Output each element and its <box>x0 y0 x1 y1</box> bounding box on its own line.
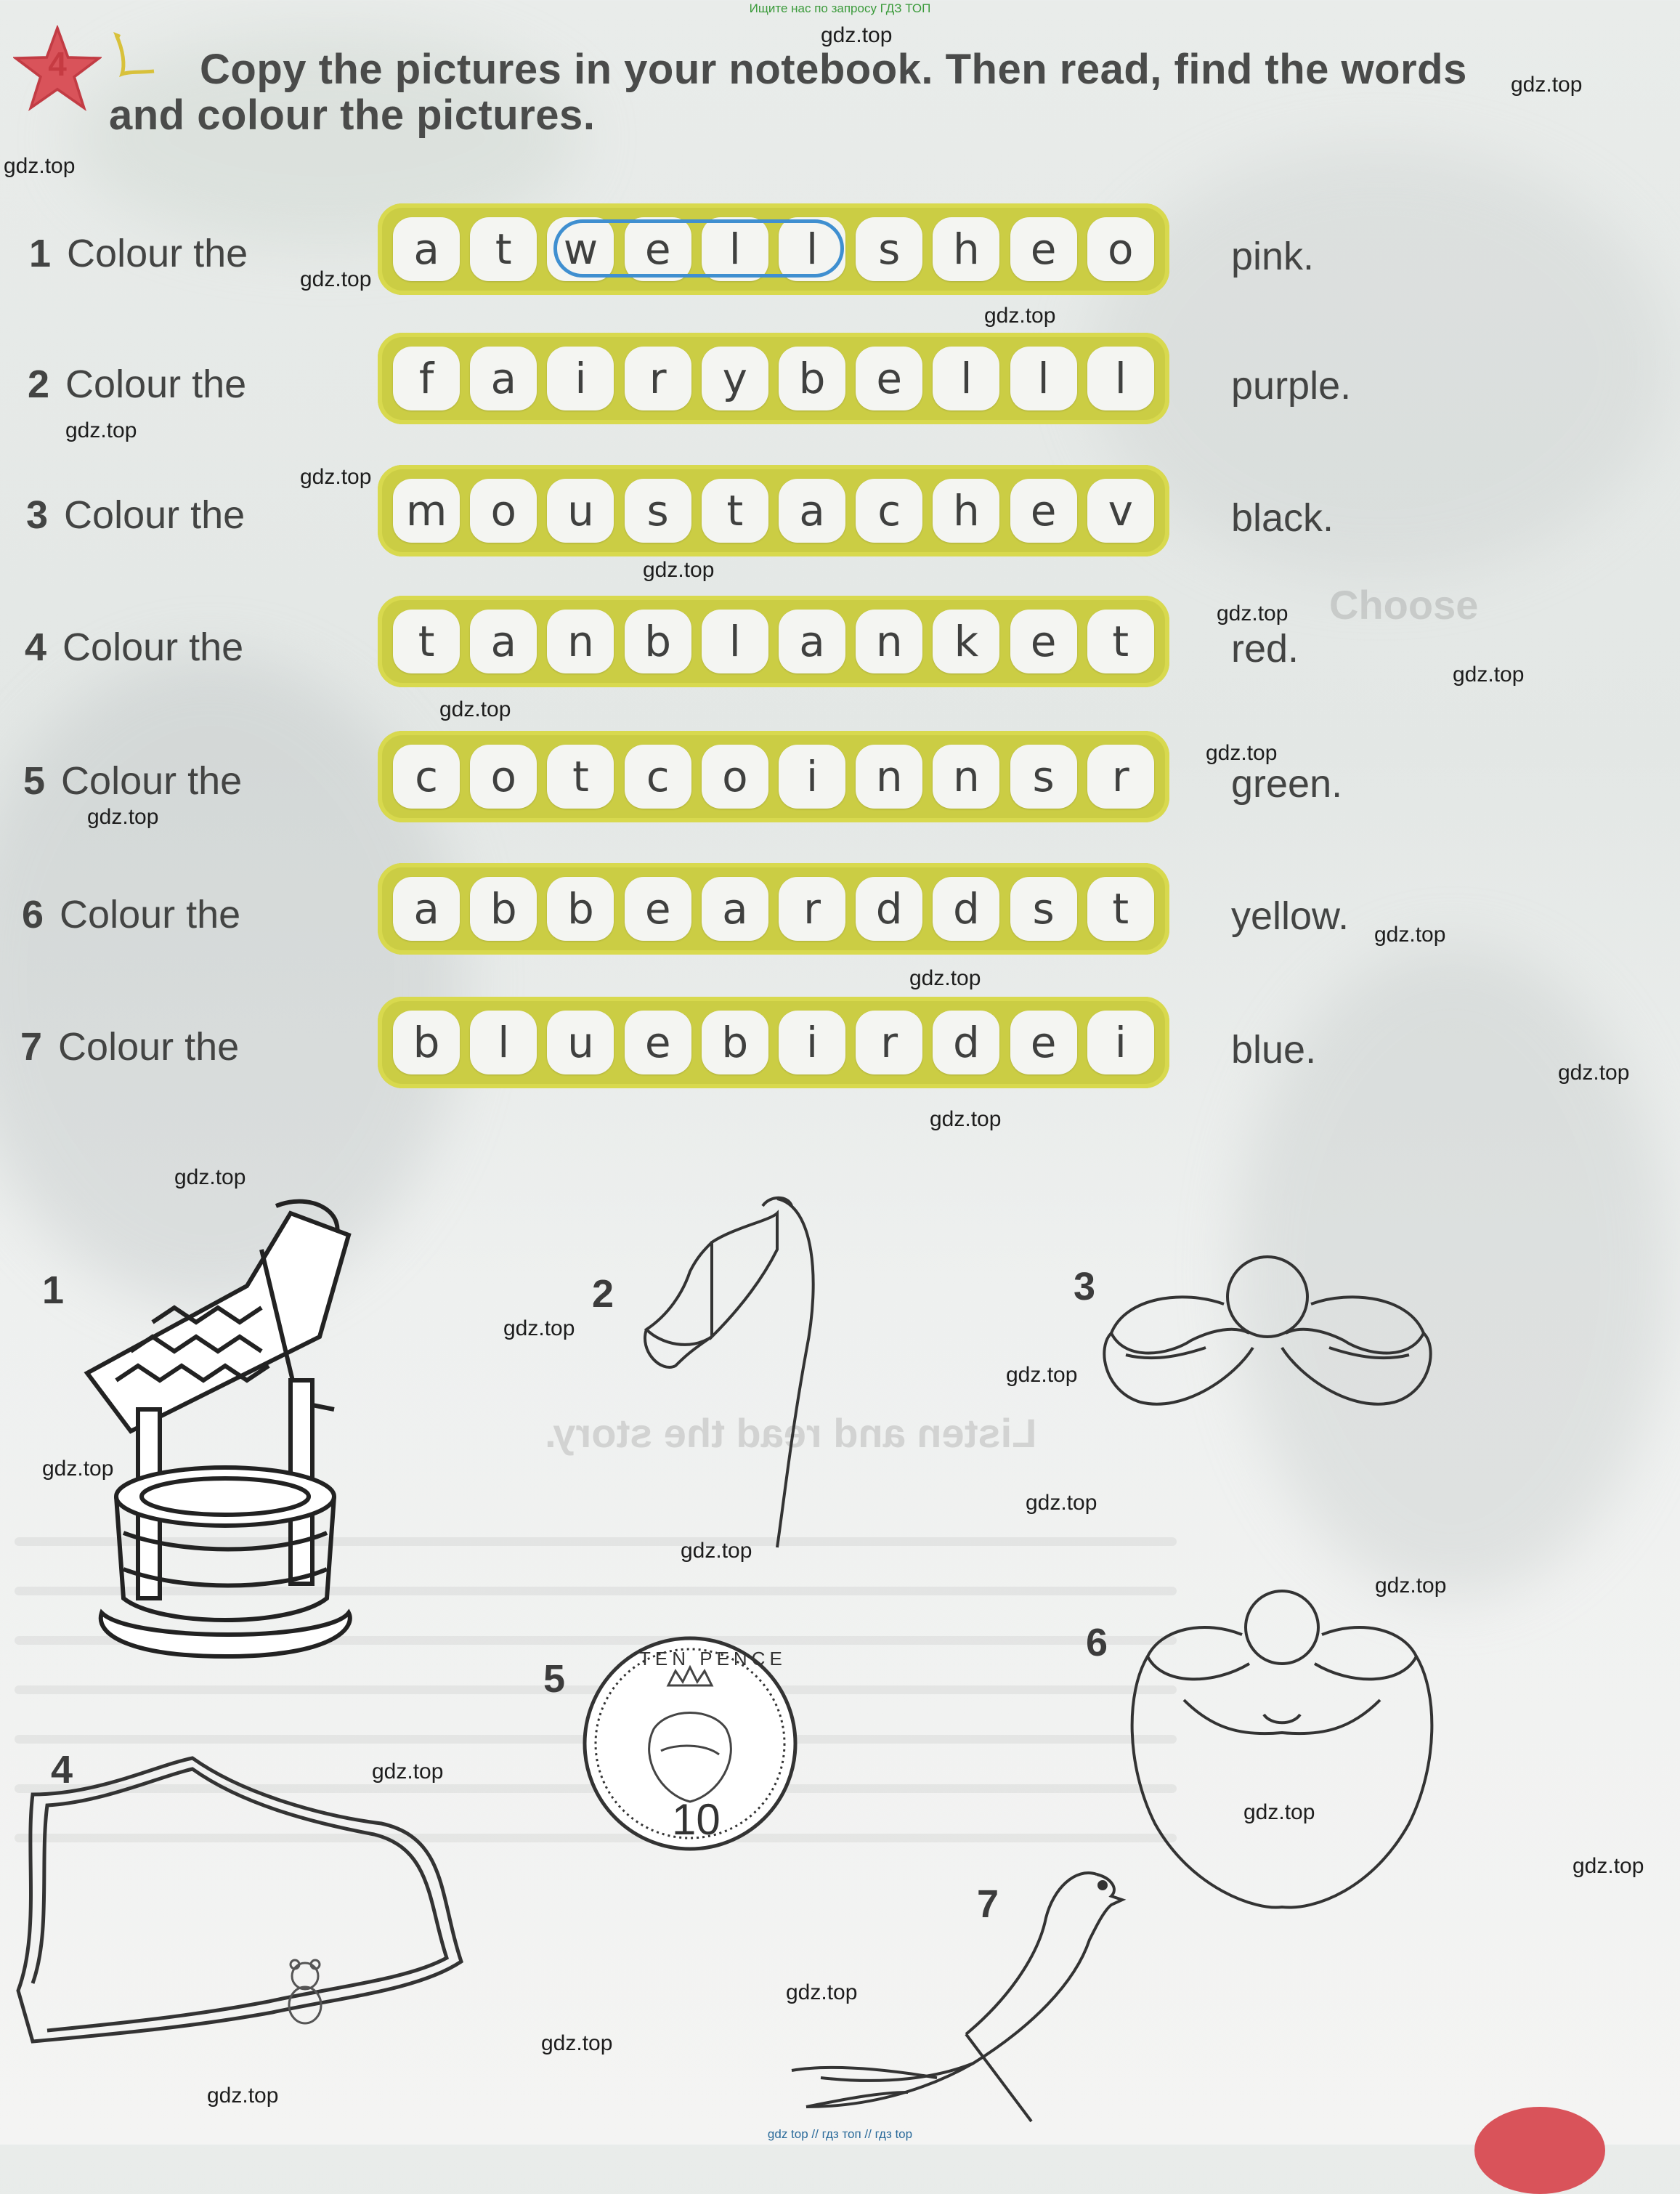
watermark: gdz.top <box>503 1316 575 1340</box>
letter-tile[interactable]: l <box>470 1011 537 1074</box>
letter-tile[interactable]: s <box>856 217 922 281</box>
letter-tile[interactable]: f <box>393 347 460 410</box>
watermark: gdz.top <box>1206 741 1278 765</box>
letter-tile[interactable]: e <box>1010 479 1077 543</box>
letter-tile[interactable]: y <box>702 347 768 410</box>
bottom-note: gdz top // гдз топ // гдз top <box>767 2127 913 2141</box>
well-icon <box>73 1191 378 1664</box>
bluebell-flower-icon <box>632 1191 835 1555</box>
watermark: gdz.top <box>681 1539 752 1563</box>
row-label-4 <box>25 625 243 670</box>
row-number: 4 <box>25 626 47 669</box>
picture-number-4: 4 <box>51 1748 73 1792</box>
letter-tile[interactable]: u <box>547 479 614 543</box>
letter-tile[interactable]: i <box>547 347 614 410</box>
letter-tile[interactable]: s <box>1010 877 1077 941</box>
picture-number-7: 7 <box>977 1882 999 1926</box>
top-note: Ищите нас по запросу ГДЗ ТОП <box>749 1 931 15</box>
letter-tile[interactable]: n <box>856 610 922 673</box>
letter-tile[interactable]: s <box>1010 745 1077 809</box>
letter-tile[interactable]: l <box>1087 347 1154 410</box>
watermark: gdz.top <box>930 1107 1002 1131</box>
background-heading: Listen and read the story. <box>545 1410 1037 1456</box>
letter-tile[interactable]: h <box>933 479 999 543</box>
letter-tile[interactable]: b <box>393 1011 460 1074</box>
row-label-2 <box>28 362 246 407</box>
letter-tile[interactable]: e <box>1010 1011 1077 1074</box>
letter-tile[interactable]: l <box>702 217 768 281</box>
watermark: gdz.top <box>439 697 511 721</box>
letter-tile[interactable]: e <box>625 217 691 281</box>
row-number: 6 <box>22 893 44 936</box>
letter-tile[interactable]: n <box>547 610 614 673</box>
letter-tile[interactable]: l <box>779 217 845 281</box>
letter-tile[interactable]: t <box>547 745 614 809</box>
letter-tile[interactable]: b <box>470 877 537 941</box>
picture-number-5: 5 <box>543 1657 566 1701</box>
letter-tile[interactable]: e <box>856 347 922 410</box>
row-label-6 <box>22 892 240 937</box>
row-number: 3 <box>26 493 49 537</box>
watermark: gdz.top <box>42 1457 114 1481</box>
letter-strip-6 <box>378 863 1169 955</box>
background-choose: Choose <box>1329 582 1479 628</box>
letter-tile[interactable]: l <box>933 347 999 410</box>
colour-name-4: red. <box>1231 627 1299 671</box>
letter-tile[interactable]: e <box>1010 610 1077 673</box>
letter-tile[interactable]: b <box>702 1011 768 1074</box>
watermark: gdz.top <box>1026 1491 1097 1515</box>
watermark: gdz.top <box>1243 1800 1315 1824</box>
pencil-icon <box>109 29 160 80</box>
picture-number-1: 1 <box>42 1268 65 1312</box>
instruction-text <box>200 47 1580 92</box>
letter-tile[interactable]: a <box>779 610 845 673</box>
row-label-5 <box>23 758 242 803</box>
letter-tile[interactable]: a <box>702 877 768 941</box>
letter-tile[interactable]: l <box>702 610 768 673</box>
watermark: gdz.top <box>1573 1854 1644 1878</box>
letter-tile[interactable]: a <box>779 479 845 543</box>
watermark: gdz.top <box>300 465 372 489</box>
watermark: gdz.top <box>65 418 137 442</box>
watermark: gdz.top <box>821 23 893 47</box>
watermark: gdz.top <box>1006 1363 1078 1387</box>
letter-tile[interactable]: a <box>393 217 460 281</box>
letter-tile[interactable]: b <box>625 610 691 673</box>
watermark: gdz.top <box>87 805 159 829</box>
coin-top-text: TEN PENCE <box>639 1648 787 1669</box>
letter-tile[interactable]: m <box>393 479 460 543</box>
watermark: gdz.top <box>541 2031 613 2055</box>
watermark: gdz.top <box>909 966 981 990</box>
corner-decoration <box>1474 2107 1605 2194</box>
letter-tile[interactable]: b <box>779 347 845 410</box>
row-label-text: Colour the <box>64 493 245 537</box>
picture-number-3: 3 <box>1074 1265 1096 1308</box>
watermark: gdz.top <box>1558 1061 1630 1085</box>
beard-icon <box>1126 1584 1438 1911</box>
watermark: gdz.top <box>1375 1574 1447 1598</box>
watermark: gdz.top <box>1511 73 1583 97</box>
row-number: 1 <box>29 232 52 275</box>
letter-strip-2 <box>378 333 1169 424</box>
watermark: gdz.top <box>1453 663 1525 687</box>
letter-tile[interactable]: i <box>779 1011 845 1074</box>
letter-strip-5 <box>378 731 1169 822</box>
row-number: 7 <box>20 1025 43 1069</box>
letter-tile[interactable]: r <box>625 347 691 410</box>
letter-tile[interactable]: k <box>933 610 999 673</box>
letter-tile[interactable]: t <box>1087 877 1154 941</box>
blanket-icon <box>11 1751 483 2041</box>
exercise-number: 4 <box>48 45 67 83</box>
letter-tile[interactable]: a <box>470 347 537 410</box>
row-number: 2 <box>28 363 50 406</box>
row-label-text: Colour the <box>58 1025 240 1069</box>
row-label-text: Colour the <box>65 363 247 406</box>
letter-tile[interactable]: e <box>625 877 691 941</box>
letter-tile[interactable]: t <box>702 479 768 543</box>
row-label-text: Colour the <box>61 759 243 803</box>
letter-tile[interactable]: i <box>779 745 845 809</box>
picture-number-6: 6 <box>1086 1621 1108 1664</box>
letter-strip-3 <box>378 465 1169 556</box>
letter-strip-4 <box>378 596 1169 687</box>
watermark: gdz.top <box>4 154 76 178</box>
row-label-3 <box>26 493 245 538</box>
row-number: 5 <box>23 759 46 803</box>
letter-tile[interactable]: t <box>393 610 460 673</box>
letter-tile[interactable]: a <box>470 610 537 673</box>
instruction-line-1: Copy the pictures in your notebook. Then read, find the words <box>200 46 1467 93</box>
letter-tile[interactable]: w <box>547 217 614 281</box>
watermark: gdz.top <box>1217 602 1289 626</box>
instruction-line-2: and colour the pictures. <box>109 92 596 139</box>
colour-name-1: pink. <box>1231 235 1315 278</box>
letter-tile[interactable]: o <box>1087 217 1154 281</box>
letter-tile[interactable]: c <box>856 479 922 543</box>
teddy-bear-icon <box>289 1960 321 2023</box>
row-label-7 <box>20 1024 239 1069</box>
letter-tile[interactable]: c <box>393 745 460 809</box>
letter-tile[interactable]: r <box>1087 745 1154 809</box>
coin-value: 10 <box>672 1795 721 1844</box>
letter-tile[interactable]: u <box>547 1011 614 1074</box>
letter-tile[interactable]: e <box>1010 217 1077 281</box>
watermark: gdz.top <box>372 1760 444 1784</box>
letter-tile[interactable]: l <box>1010 347 1077 410</box>
letter-tile[interactable]: s <box>625 479 691 543</box>
letter-tile[interactable]: h <box>933 217 999 281</box>
watermark: gdz.top <box>1374 923 1446 947</box>
letter-tile[interactable]: n <box>856 745 922 809</box>
row-label-text: Colour the <box>62 626 244 669</box>
letter-tile[interactable]: t <box>1087 610 1154 673</box>
picture-number-2: 2 <box>592 1272 614 1316</box>
row-label-text: Colour the <box>67 232 248 275</box>
letter-strip-7 <box>378 997 1169 1088</box>
letter-tile[interactable]: e <box>625 1011 691 1074</box>
letter-tile[interactable]: d <box>933 877 999 941</box>
watermark: gdz.top <box>643 558 715 582</box>
found-word-highlight <box>553 219 844 278</box>
letter-tile[interactable]: i <box>1087 1011 1154 1074</box>
exercise-number-star <box>13 25 102 114</box>
colour-name-5: green. <box>1231 762 1343 806</box>
row-label-1 <box>29 231 248 276</box>
watermark: gdz.top <box>984 304 1056 328</box>
letter-tile[interactable]: o <box>470 479 537 543</box>
watermark: gdz.top <box>300 267 372 291</box>
watermark: gdz.top <box>207 2084 279 2108</box>
watermark: gdz.top <box>786 1980 858 2004</box>
colour-name-2: purple. <box>1231 364 1352 408</box>
colour-name-3: black. <box>1231 496 1334 540</box>
moustache-icon <box>1097 1246 1438 1420</box>
letter-tile[interactable]: o <box>470 745 537 809</box>
letter-tile[interactable]: r <box>856 1011 922 1074</box>
letter-tile[interactable]: t <box>470 217 537 281</box>
letter-tile[interactable]: c <box>625 745 691 809</box>
letter-tile[interactable]: d <box>933 1011 999 1074</box>
letter-tile[interactable]: o <box>702 745 768 809</box>
instruction-text-2 <box>109 93 1489 138</box>
letter-tile[interactable]: d <box>856 877 922 941</box>
letter-tile[interactable]: v <box>1087 479 1154 543</box>
letter-tile[interactable]: b <box>547 877 614 941</box>
letter-tile[interactable]: r <box>779 877 845 941</box>
letter-tile[interactable]: a <box>393 877 460 941</box>
row-label-text: Colour the <box>60 893 241 936</box>
colour-name-6: yellow. <box>1231 894 1350 938</box>
colour-name-7: blue. <box>1231 1028 1317 1072</box>
letter-tile[interactable]: n <box>933 745 999 809</box>
watermark: gdz.top <box>174 1165 246 1189</box>
